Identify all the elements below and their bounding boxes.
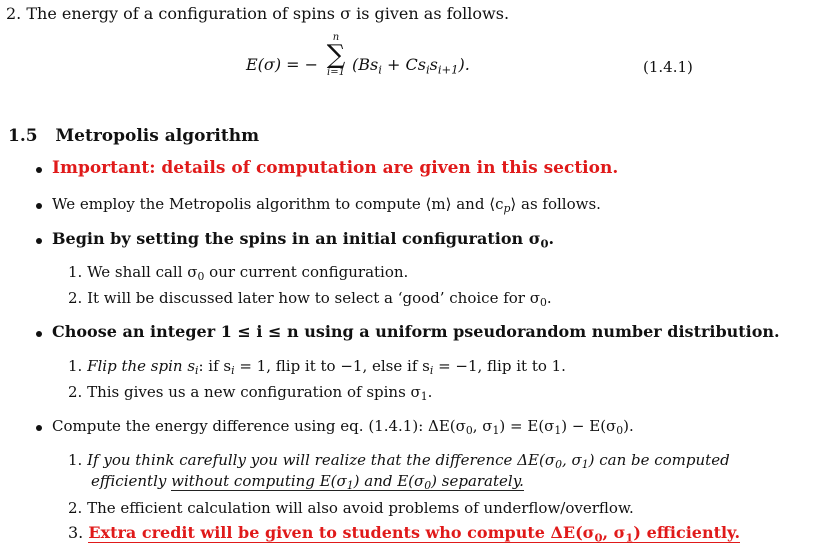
b5-mid: , σ bbox=[472, 417, 493, 435]
bullet-dot bbox=[36, 331, 42, 337]
b5-item-3-mid: , σ bbox=[602, 523, 626, 542]
b5-item-1-b-ul: without computing E(σ bbox=[171, 472, 347, 490]
b5-item-1-b-s1: 1 bbox=[346, 479, 354, 493]
b4-item-1-rest3: = −1, flip it to 1. bbox=[433, 357, 566, 375]
equation-lhs bbox=[246, 55, 318, 74]
b3-item-1 bbox=[68, 263, 408, 283]
b5-rest-s1: 1 bbox=[554, 424, 562, 438]
equation-body bbox=[352, 55, 470, 76]
b5-item-1-underlined bbox=[171, 472, 524, 491]
bullet-dot bbox=[36, 203, 42, 209]
b5-item-1-b-pre: efficiently bbox=[91, 472, 172, 490]
b5-item-1-a: If you think carefully you will realize that the difference ΔE(σ bbox=[87, 451, 556, 469]
section-number: 1.5 bbox=[8, 126, 38, 146]
bullet-dot bbox=[36, 167, 42, 173]
sum-lower-limit: i=1 bbox=[327, 67, 345, 78]
section-title: Metropolis algorithm bbox=[55, 126, 260, 146]
summation bbox=[318, 32, 354, 78]
b5-rest2: ) − E(σ bbox=[561, 417, 617, 435]
bullet-dot bbox=[36, 425, 42, 431]
b5-item-3-label: 3. bbox=[68, 523, 84, 542]
b5-item-1-line-1 bbox=[68, 451, 730, 471]
b5-end: ). bbox=[623, 417, 634, 435]
sum-upper-limit: n bbox=[332, 32, 340, 43]
bullet-energy-difference bbox=[52, 417, 634, 437]
b5-item-1-a-s1: 1 bbox=[581, 458, 589, 472]
b5-item-2: 2. The efficient calculation will also avoid problems of underflow/overflow. bbox=[68, 499, 634, 517]
b3-sub: 0 bbox=[540, 236, 549, 251]
eq-sub-i: i bbox=[378, 62, 382, 77]
b3-item-2-text: 2. It will be discussed later how to select a ‘good’ choice for σ bbox=[68, 289, 540, 307]
b5-rest: ) = E(σ bbox=[499, 417, 555, 435]
b4-item-1-rest: : if s bbox=[198, 357, 232, 375]
eq-sub-i1: i+1 bbox=[437, 62, 459, 77]
b4-item-1-flip: Flip the spin s bbox=[87, 357, 196, 375]
b5-item-3-s1: 1 bbox=[625, 530, 634, 545]
b5-item-3-s0: 0 bbox=[594, 530, 603, 545]
b2-sub: p bbox=[503, 202, 511, 216]
b3-text: Begin by setting the spins in an initial configuration σ bbox=[52, 229, 541, 248]
b5-item-1-a-end: ) can be computed bbox=[588, 451, 730, 469]
b4-item-1-sub: i bbox=[195, 364, 199, 378]
b5-rest2-s0: 0 bbox=[616, 424, 624, 438]
b3-item-1-end: our current configuration. bbox=[204, 263, 409, 281]
b5-item-1-line-2 bbox=[91, 472, 524, 492]
problem-intro: 2. The energy of a configuration of spins σ is given as follows. bbox=[6, 4, 510, 23]
equation-lhs-text: E(σ) = − bbox=[246, 55, 319, 74]
bullet-important: Important: details of computation are given in this section. bbox=[52, 158, 619, 178]
bullet-metropolis bbox=[52, 195, 601, 215]
b5-item-1-a-mid: , σ bbox=[561, 451, 582, 469]
b5-s0: 0 bbox=[465, 424, 473, 438]
b5-item-1-b-end: ) separately. bbox=[431, 472, 524, 490]
eq-part-1: (Bs bbox=[352, 55, 379, 74]
b5-item-1-a-s0: 0 bbox=[555, 458, 562, 472]
equation-number: (1.4.1) bbox=[643, 58, 693, 76]
b4-item-1-sub-3: i bbox=[429, 364, 434, 378]
bullet-dot bbox=[36, 238, 42, 244]
eq-sub-i-2: i bbox=[425, 62, 430, 77]
eq-part-2: + Cs bbox=[381, 55, 426, 74]
bullet-initial-config bbox=[52, 229, 554, 250]
b5-s1: 1 bbox=[492, 424, 500, 438]
b3-item-2 bbox=[68, 289, 552, 309]
eq-part-3: s bbox=[429, 55, 438, 74]
eq-close: ). bbox=[458, 55, 470, 74]
b5-item-1-b-mid: ) and E(σ bbox=[353, 472, 425, 490]
b3-item-1-text: 1. We shall call σ bbox=[68, 263, 198, 281]
b3-item-1-sub: 0 bbox=[197, 270, 205, 284]
b3-end: . bbox=[548, 229, 555, 248]
b4-item-2-sub: 1 bbox=[420, 390, 428, 404]
section-heading bbox=[8, 126, 259, 146]
sum-symbol: ∑ bbox=[326, 40, 346, 70]
b2-end: ⟩ as follows. bbox=[510, 195, 601, 213]
b4-item-2-end: . bbox=[427, 383, 433, 401]
b5-item-3-text: Extra credit will be given to students who compute ΔE(σ bbox=[88, 523, 595, 542]
b4-item-2-text: 2. This gives us a new configuration of spins σ bbox=[68, 383, 421, 401]
b5-text: Compute the energy difference using eq. (1.4.1): ΔE(σ bbox=[52, 417, 466, 435]
b2-text: We employ the Metropolis algorithm to compute ⟨m⟩ and ⟨c bbox=[52, 195, 504, 213]
b5-item-1-label: 1. bbox=[68, 451, 83, 469]
b5-item-3-end: ) efficiently. bbox=[633, 523, 741, 542]
b5-item-1-b-s0: 0 bbox=[424, 479, 432, 493]
b4-item-1 bbox=[68, 357, 566, 377]
b5-item-3-extra-credit bbox=[88, 523, 740, 543]
b3-item-2-sub: 0 bbox=[539, 296, 547, 310]
bullet-choose-integer: Choose an integer 1 ≤ i ≤ n using a uniform pseudorandom number distribution. bbox=[52, 322, 780, 341]
b5-item-3 bbox=[68, 523, 740, 544]
b4-item-2 bbox=[68, 383, 432, 403]
b3-item-2-end: . bbox=[546, 289, 552, 307]
b4-item-1-label: 1. bbox=[68, 357, 83, 375]
b4-item-1-rest2: = 1, flip it to −1, else if s bbox=[234, 357, 430, 375]
b4-item-1-sub-2: i bbox=[231, 364, 235, 378]
